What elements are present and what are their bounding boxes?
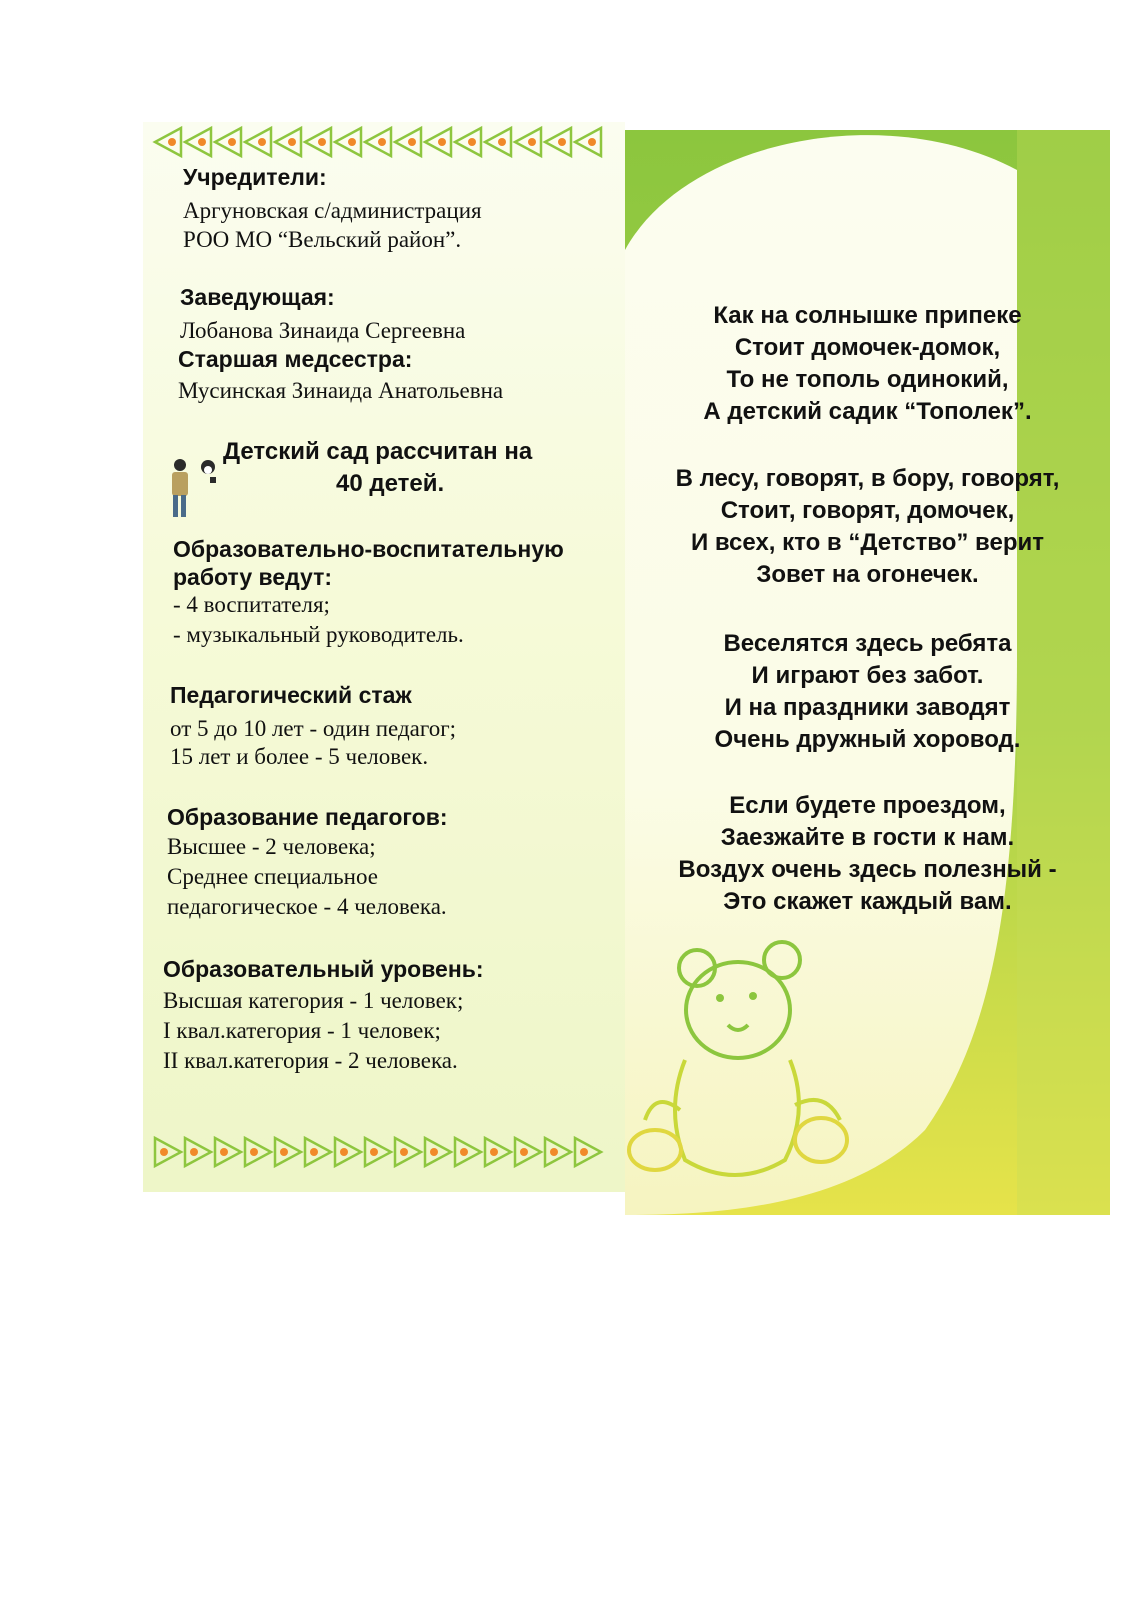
- border-dot: [190, 1148, 198, 1156]
- level-line: II квал.категория - 2 человека.: [163, 1048, 458, 1073]
- education-line: Среднее специальное: [167, 864, 378, 889]
- founders-line: РОО МО “Вельский район”.: [183, 227, 462, 252]
- education-heading: Образование педагогов:: [167, 804, 448, 830]
- poem-line: Как на солнышке припеке: [713, 302, 1022, 329]
- border-dot: [588, 138, 596, 146]
- experience-line: от 5 до 10 лет - один педагог;: [170, 716, 457, 741]
- poem-stanza-4: [625, 790, 1110, 918]
- poem-line: Если будете проездом,: [729, 792, 1006, 819]
- poem-stanza-3: [625, 628, 1110, 756]
- border-dot: [250, 1148, 258, 1156]
- poem-line: Веселятся здесь ребята: [723, 630, 1012, 657]
- level-line: I квал.категория - 1 человек;: [163, 1018, 441, 1043]
- border-dot: [258, 138, 266, 146]
- border-dot: [468, 138, 476, 146]
- border-dot: [198, 138, 206, 146]
- founders-heading: Учредители:: [183, 164, 327, 190]
- poem-line: А детский садик “Тополек”.: [703, 398, 1032, 425]
- border-dot: [378, 138, 386, 146]
- staff-heading: Образовательно-воспитательную: [173, 536, 564, 562]
- poem-line: То не тополь одинокий,: [726, 366, 1009, 393]
- border-dot: [580, 1148, 588, 1156]
- triangle-border-bottom: [149, 1132, 619, 1172]
- staff-heading: работу ведут:: [173, 564, 333, 590]
- border-dot: [498, 138, 506, 146]
- border-dot: [160, 1148, 168, 1156]
- level-line: Высшая категория - 1 человек;: [163, 988, 464, 1013]
- border-dot: [370, 1148, 378, 1156]
- nurse-name: Мусинская Зинаида Анатольевна: [178, 378, 504, 403]
- border-dot: [280, 1148, 288, 1156]
- poem-line: Заезжайте в гости к нам.: [720, 824, 1015, 851]
- head-name: Лобанова Зинаида Сергеевна: [180, 318, 466, 343]
- staff-item: - музыкальный руководитель.: [173, 622, 464, 647]
- capacity-line: 40 детей.: [336, 470, 445, 497]
- border-dot: [340, 1148, 348, 1156]
- border-dot: [400, 1148, 408, 1156]
- poem-line: Это скажет каждый вам.: [723, 888, 1012, 915]
- poem-line: И на праздники заводят: [724, 694, 1011, 721]
- children-icon: [166, 455, 222, 525]
- border-dot: [438, 138, 446, 146]
- poem-line: И играют без забот.: [751, 662, 984, 689]
- border-dot: [460, 1148, 468, 1156]
- border-dot: [318, 138, 326, 146]
- poem-line: И всех, кто в “Детство” верит: [690, 529, 1044, 556]
- level-heading: Образовательный уровень:: [163, 956, 484, 982]
- experience-heading: Педагогический стаж: [170, 682, 412, 708]
- border-dot: [558, 138, 566, 146]
- founders-line: Аргуновская с/администрация: [183, 198, 482, 223]
- border-dot: [550, 1148, 558, 1156]
- staff-item: - 4 воспитателя;: [173, 592, 330, 617]
- border-dot: [288, 138, 296, 146]
- education-line: педагогическое - 4 человека.: [167, 894, 447, 919]
- border-dot: [168, 138, 176, 146]
- poem-line: Зовет на огонечек.: [756, 561, 979, 588]
- border-dot: [348, 138, 356, 146]
- border-dot: [220, 1148, 228, 1156]
- border-dot: [310, 1148, 318, 1156]
- border-dot: [228, 138, 236, 146]
- experience-line: 15 лет и более - 5 человек.: [170, 744, 429, 769]
- nurse-heading: Старшая медсестра:: [178, 346, 413, 372]
- poem-stanza-2: [625, 463, 1110, 591]
- border-dot: [528, 138, 536, 146]
- poem-line: Стоит, говорят, домочек,: [720, 497, 1015, 524]
- capacity-line: Детский сад рассчитан на: [223, 438, 533, 465]
- poem-line: Воздух очень здесь полезный -: [678, 856, 1057, 883]
- border-dot: [430, 1148, 438, 1156]
- poem-line: Стоит домочек-домок,: [734, 334, 1001, 361]
- education-line: Высшее - 2 человека;: [167, 834, 376, 859]
- border-dot: [408, 138, 416, 146]
- triangle-border-top: [149, 122, 619, 162]
- border-dot: [490, 1148, 498, 1156]
- poem-line: В лесу, говорят, в бору, говорят,: [675, 465, 1060, 492]
- poem-stanza-1: [625, 300, 1110, 428]
- right-panel: [625, 130, 1110, 1215]
- head-heading: Заведующая:: [180, 284, 335, 310]
- left-panel: [143, 122, 625, 1192]
- poem-line: Очень дружный хоровод.: [714, 726, 1021, 753]
- border-dot: [520, 1148, 528, 1156]
